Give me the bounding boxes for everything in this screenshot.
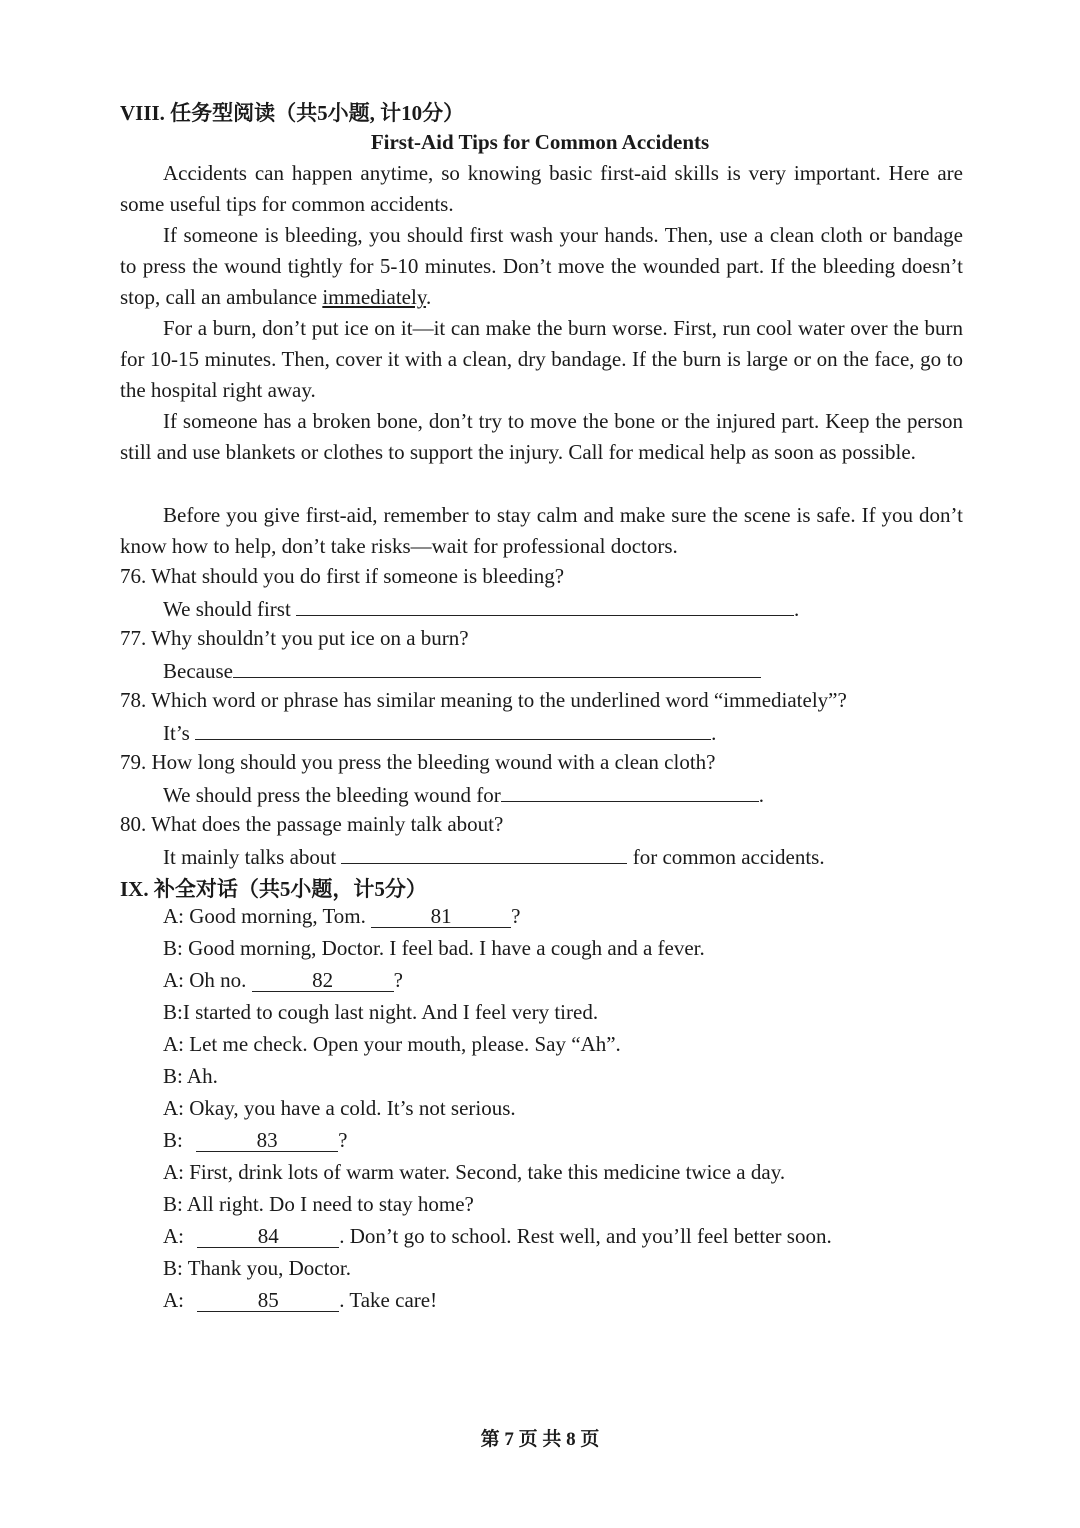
dialogue-text: A: Good morning, Tom.: [163, 904, 366, 928]
dialogue-blank-81[interactable]: 81: [371, 905, 511, 928]
answer-line-78: [163, 719, 716, 746]
dialogue-line: [163, 904, 520, 929]
dialogue-continuation: . Don’t go to school. Rest well, and you’ll feel better soon.: [339, 1224, 832, 1248]
page-number: 第 7 页 共 8 页: [480, 1429, 600, 1450]
paragraph-3: For a burn, don’t put ice on it—it can make the burn worse. First, run cool water over the burn for 10-15 minutes. Then, cover it with a clean, dry bandage. If the burn is large or on the face, go to the hospital right away.: [120, 316, 963, 402]
dialogue-line: B:I started to cough last night. And I feel very tired.: [163, 1000, 599, 1024]
paragraph-5: Before you give first-aid, remember to stay calm and make sure the scene is safe. If you don’t know how to help, don’t take risks—wait for professional doctors.: [120, 503, 963, 558]
dialogue-punct: ?: [511, 904, 521, 928]
dialogue-line: [163, 1128, 347, 1153]
answer-blank-76[interactable]: [296, 595, 794, 616]
dialogue-line: A: Let me check. Open your mouth, please. Say “Ah”.: [163, 1032, 621, 1056]
dialogue-line: A: First, drink lots of warm water. Second, take this medicine twice a day.: [163, 1160, 786, 1184]
answer-prefix: We should first: [163, 597, 291, 621]
answer-line-77: [163, 657, 761, 684]
dialogue-continuation: . Take care!: [339, 1288, 438, 1312]
dialogue-text: A:: [163, 1288, 184, 1312]
question-77: 77. Why shouldn’t you put ice on a burn?: [120, 626, 469, 650]
dialogue-line: [163, 1288, 437, 1313]
paragraph-4: If someone has a broken bone, don’t try to move the bone or the injured part. Keep the person still and use blankets or clothes to support the injury. Call for medical help as soon as possible.: [120, 409, 963, 464]
dialogue-blank-82[interactable]: 82: [252, 969, 394, 992]
answer-blank-80[interactable]: [341, 843, 627, 864]
answer-prefix: Because: [163, 659, 233, 683]
dialogue-text: A:: [163, 1224, 184, 1248]
dialogue-blank-85[interactable]: 85: [197, 1289, 339, 1312]
dialogue-punct: ?: [338, 1128, 348, 1152]
dialogue-line: B: Thank you, Doctor.: [163, 1256, 352, 1280]
answer-blank-78[interactable]: [195, 719, 711, 740]
dialogue-blank-83[interactable]: 83: [196, 1129, 338, 1152]
answer-prefix: It’s: [163, 721, 190, 745]
dialogue-line: B: Ah.: [163, 1064, 218, 1088]
answer-line-80: [163, 843, 825, 870]
dialogue-line: A: Okay, you have a cold. It’s not serious.: [163, 1096, 516, 1120]
dialogue-line: B: All right. Do I need to stay home?: [163, 1192, 474, 1216]
answer-line-76: [163, 595, 799, 622]
answer-blank-79[interactable]: [501, 781, 759, 802]
paragraph-2-text: If someone is bleeding, you should first wash your hands. Then, use a clean cloth or bandage to press the wound tightly for 5-10 minutes. Don’t move the wounded part. If the bleeding doesn’t stop, call an ambulance: [120, 223, 963, 309]
dialogue-line: [163, 968, 403, 993]
answer-suffix: .: [758, 783, 764, 807]
dialogue-punct: ?: [393, 968, 403, 992]
section-8-heading: VIII. 任务型阅读（共5小题, 计10分）: [120, 101, 465, 125]
paragraph-1: Accidents can happen anytime, so knowing basic first-aid skills is very important. Here are some useful tips for common accidents.: [120, 161, 963, 216]
paragraph-2-end: .: [425, 285, 432, 309]
question-79: 79. How long should you press the bleeding wound with a clean cloth?: [120, 750, 716, 774]
answer-suffix: .: [711, 721, 717, 745]
answer-suffix: .: [794, 597, 800, 621]
answer-prefix: It mainly talks about: [163, 845, 337, 869]
underlined-word: immediately: [322, 285, 426, 309]
dialogue-blank-84[interactable]: 84: [197, 1225, 339, 1248]
dialogue-line: B: Good morning, Doctor. I feel bad. I have a cough and a fever.: [163, 936, 705, 960]
question-76: 76. What should you do first if someone is bleeding?: [120, 564, 565, 588]
question-78: 78. Which word or phrase has similar meaning to the underlined word “immediately”?: [120, 688, 847, 712]
dialogue-line: [163, 1224, 832, 1249]
section-9-heading: IX. 补全对话（共5小题，计5分）: [120, 877, 427, 901]
answer-blank-77[interactable]: [233, 657, 761, 678]
dialogue-text: B:: [163, 1128, 183, 1152]
dialogue-text: A: Oh no.: [163, 968, 247, 992]
answer-suffix: for common accidents.: [632, 845, 825, 869]
answer-prefix: We should press the bleeding wound for: [163, 783, 501, 807]
question-80: 80. What does the passage mainly talk about?: [120, 812, 504, 836]
answer-line-79: [163, 781, 764, 808]
passage-title: First-Aid Tips for Common Accidents: [370, 130, 710, 154]
paragraph-2: [120, 220, 963, 313]
